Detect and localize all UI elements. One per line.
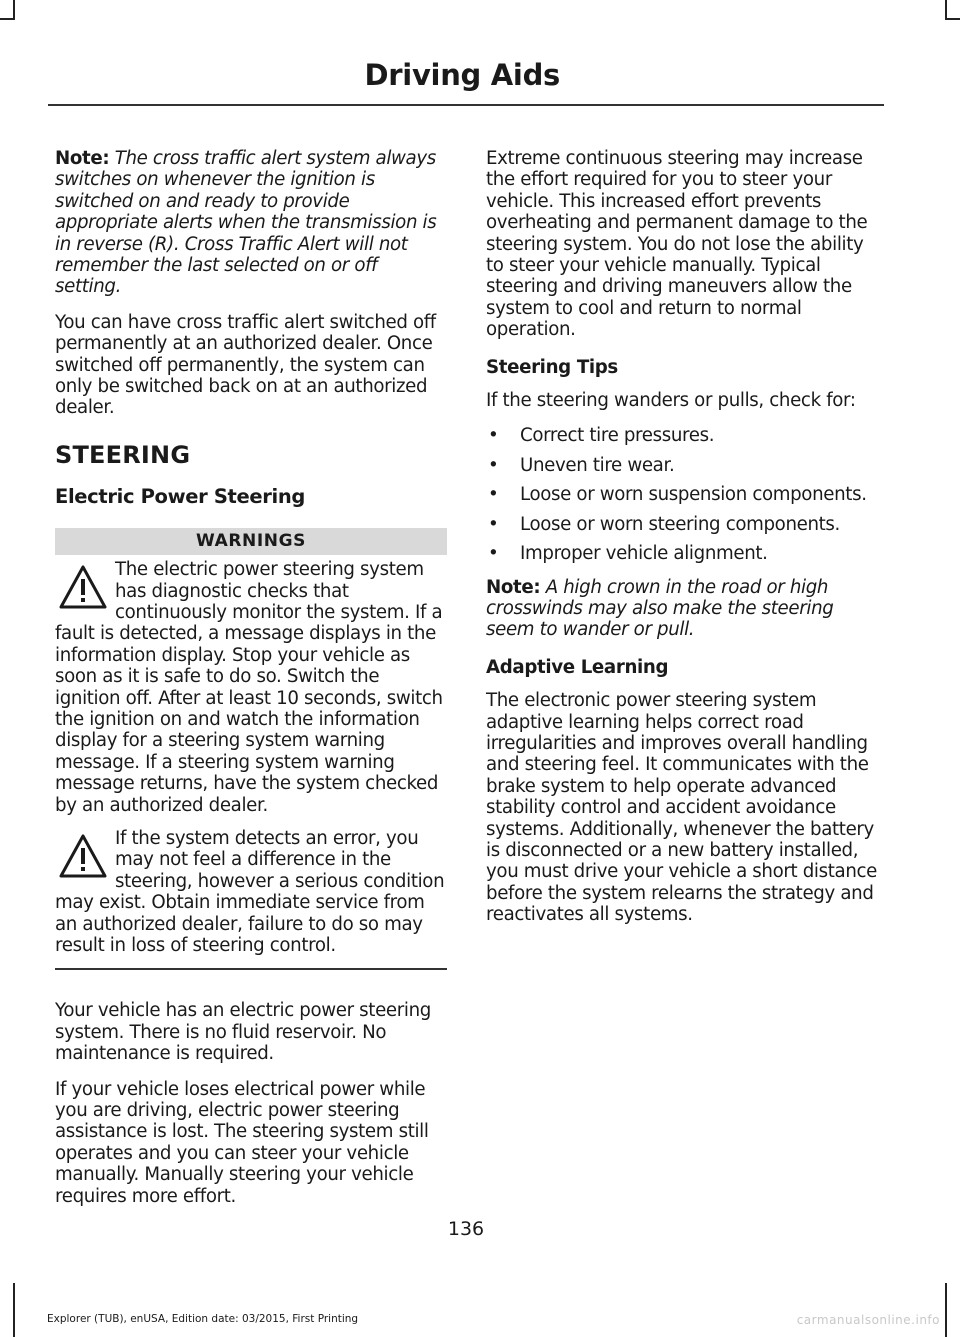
warnings-header: WARNINGS [55,528,447,555]
steering-tips-list [486,425,878,564]
paragraph-eps-system: Your vehicle has an electric power steering system. There is no fluid reservoir. No maintenance is required. [55,1000,431,1065]
paragraph-adaptive-learning: The electronic power steering system adaptive learning helps correct road irregularities and improves overall handling and steering feel. It communicates with the brake system to help operate advanced stability control and accident avoidance systems. Additionally, whenever the battery is disconnected or a new battery installed, you must drive your vehicle a short distance before the system relearns the strategy and reactivates all systems. [486,690,877,926]
paragraph-power-loss: If your vehicle loses electrical power while you are driving, electric power steering assistance is lost. The steering system still operates and you can steer your vehicle manually. Manually steering your vehicle requires more effort. [55,1078,429,1207]
note-body: A high crown in the road or high crosswinds may also make the steering seem to wander or pull. [486,576,834,641]
list-item-text: Correct tire pressures. [520,425,715,447]
bullet: • [488,425,499,447]
subsection-title-eps: Electric Power Steering [55,485,306,509]
steering-tips-intro: If the steering wanders or pulls, check for: [486,390,856,412]
subsection-title-steering-tips: Steering Tips [486,356,618,378]
warning-text: The electric power steering system has diagnostic checks that continuously monitor the system. If a fault is detected, a message displays in the information display. Stop your vehicle as soon as it is safe to do so. Switch the ignition off. After at least 10 seconds, switch the ignition on and watch the information display for a steering system warning message. If a steering system warning message returns, have the system checked by an authorized dealer. [55,559,443,816]
note-cross-traffic [55,148,447,298]
note-crown-crosswind [486,577,878,641]
page-number: 136 [447,1218,485,1240]
subsection-title-adaptive-learning: Adaptive Learning [486,656,669,678]
crop-mark-top-right-v [945,0,947,20]
list-item-text: Improper vehicle alignment. [520,543,768,565]
list-item [486,425,878,446]
footer-edition: Explorer (TUB), enUSA, Edition date: 03/2015, First Printing [47,1313,359,1325]
list-item-text: Loose or worn steering components. [520,513,840,535]
bullet: • [488,543,499,565]
section-title-steering: STEERING [55,440,191,469]
note-label: Note: [486,576,541,598]
warning-text: If the system detects an error, you may not feel a difference in the steering, however a serious condition may exist. Obtain immediate service from an authorized dealer, failure to do so may result in loss of steering control. [55,827,445,956]
paragraph-cross-traffic-dealer: You can have cross traffic alert switched off permanently at an authorized dealer. Once switched off permanently, the system can only be switched back on at an authorized dealer. [55,311,436,419]
list-item [486,455,878,476]
warning-triangle-icon [55,559,111,623]
watermark: carmanualsonline.info [796,1313,940,1327]
crop-mark-bottom-right-v [945,1283,947,1337]
crop-mark-top-left-v [13,0,15,20]
right-column [486,148,878,940]
warnings-divider [55,968,447,970]
warning-block [55,828,447,956]
bullet: • [488,513,499,535]
page-header-title: Driving Aids [364,58,560,92]
crop-mark-top-right-h [946,18,960,20]
bullet: • [488,484,499,506]
list-item-text: Loose or worn suspension components. [520,484,867,506]
warning-block [55,559,447,816]
header-divider [48,104,884,106]
crop-mark-bottom-left-v [13,1283,15,1337]
list-item [486,514,878,535]
list-item [486,484,878,505]
note-label: Note: [55,148,110,169]
note-body: The cross traffic alert system always switches on whenever the ignition is switched on and ready to provide appropriate alerts when the transmission is in reverse (R). Cross Traffic Alert will not remember the last selected on or off setting. [55,148,437,298]
left-column [55,148,447,1221]
list-item [486,543,878,564]
warning-triangle-icon [55,828,111,892]
bullet: • [488,454,499,476]
crop-mark-top-left-h [0,18,14,20]
paragraph-continuous-steering: Extreme continuous steering may increase the effort required for you to steer your vehicle. This increased effort prevents overheating and permanent damage to the steering system. You do not lose the ability to steer your vehicle manually. Typical steering and driving maneuvers allow the system to cool and return to normal operation. [486,148,868,341]
list-item-text: Uneven tire wear. [520,454,675,476]
